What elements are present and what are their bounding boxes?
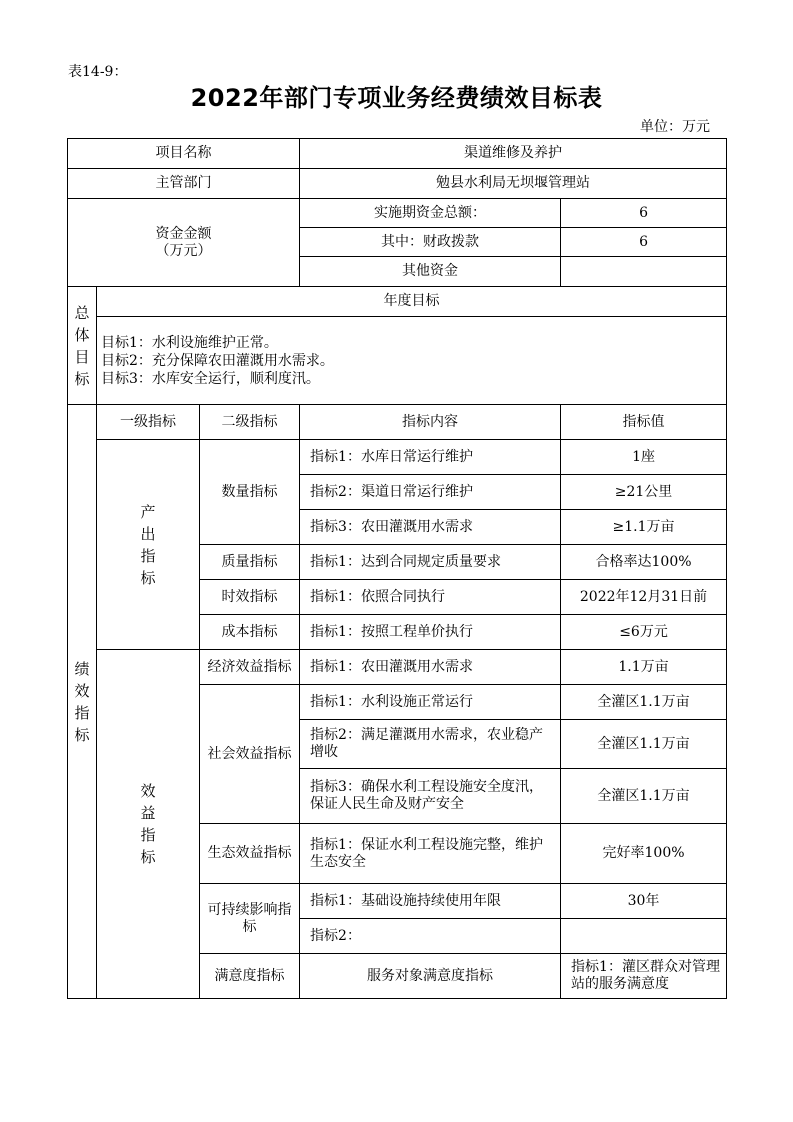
page-title: 2022年部门专项业务经费绩效目标表 [190, 84, 603, 112]
social-value-2: 全灌区1.1万亩 [561, 720, 727, 769]
economic-value: 1.1万亩 [561, 650, 727, 685]
quantity-value-2: ≥21公里 [561, 475, 727, 510]
header-value: 指标值 [561, 405, 727, 440]
eco-value: 完好率100% [561, 824, 727, 884]
timeliness-indicator-label: 时效指标 [200, 580, 300, 615]
overall-goal-side-label: 总 体 目 标 [68, 287, 97, 405]
goal-item: 目标1：水利设施维护正常。 [101, 334, 278, 351]
eco-content: 指标1：保证水利工程设施完整，维护生态安全 [300, 824, 561, 884]
funds-total-label: 实施期资金总额： [300, 199, 561, 228]
project-name-value: 渠道维修及养护 [300, 139, 727, 169]
quality-value: 合格率达100% [561, 545, 727, 580]
quality-indicator-label: 质量指标 [200, 545, 300, 580]
social-content-3: 指标3：确保水利工程设施安全度汛，保证人民生命及财产安全 [300, 769, 561, 824]
social-content-2: 指标2：满足灌溉用水需求，农业稳产增收 [300, 720, 561, 769]
social-value-1: 全灌区1.1万亩 [561, 685, 727, 720]
timeliness-value: 2022年12月31日前 [561, 580, 727, 615]
economic-indicator-label: 经济效益指标 [200, 650, 300, 685]
annual-goal-header: 年度目标 [97, 287, 727, 317]
project-name-label: 项目名称 [68, 139, 300, 169]
department-value: 勉县水利局无坝堰管理站 [300, 169, 727, 199]
satisfaction-content: 指标1：灌区群众对管理站的服务满意度 [561, 954, 727, 999]
quantity-value-3: ≥1.1万亩 [561, 510, 727, 545]
annual-goal-list [97, 317, 727, 405]
performance-indicator-side-label: 绩 效 指 标 [68, 405, 97, 999]
department-label: 主管部门 [68, 169, 300, 199]
sustain-indicator-label: 可持续影响指标 [200, 884, 300, 954]
quantity-content-1: 指标1：水库日常运行维护 [300, 440, 561, 475]
economic-content: 指标1：农田灌溉用水需求 [300, 650, 561, 685]
header-level1: 一级指标 [97, 405, 200, 440]
quality-content: 指标1：达到合同规定质量要求 [300, 545, 561, 580]
funds-total-value: 6 [561, 199, 727, 228]
sustain-value-1: 30年 [561, 884, 727, 919]
funds-label [68, 199, 300, 287]
quantity-content-3: 指标3：农田灌溉用水需求 [300, 510, 561, 545]
cost-indicator-label: 成本指标 [200, 615, 300, 650]
timeliness-content: 指标1：依照合同执行 [300, 580, 561, 615]
sustain-content-2: 指标2： [300, 919, 561, 954]
quantity-content-2: 指标2：渠道日常运行维护 [300, 475, 561, 510]
header-content: 指标内容 [300, 405, 561, 440]
sustain-value-2 [561, 919, 727, 954]
satisfaction-sub-label: 服务对象满意度指标 [300, 954, 561, 999]
cost-value: ≤6万元 [561, 615, 727, 650]
social-value-3: 全灌区1.1万亩 [561, 769, 727, 824]
social-indicator-label: 社会效益指标 [200, 685, 300, 824]
goal-item: 目标3：水库安全运行，顺利度汛。 [101, 370, 320, 387]
social-content-1: 指标1：水利设施正常运行 [300, 685, 561, 720]
table-number: 表14-9： [68, 64, 128, 80]
eco-indicator-label: 生态效益指标 [200, 824, 300, 884]
quantity-indicator-label: 数量指标 [200, 440, 300, 545]
benefit-indicator-label: 效 益 指 标 [97, 650, 200, 999]
goal-item: 目标2：充分保障农田灌溉用水需求。 [101, 352, 334, 369]
funds-other-value [561, 257, 727, 287]
funds-fiscal-value: 6 [561, 228, 727, 257]
performance-target-table [67, 138, 727, 999]
sustain-content-1: 指标1：基础设施持续使用年限 [300, 884, 561, 919]
satisfaction-indicator-label: 满意度指标 [200, 954, 300, 999]
cost-content: 指标1：按照工程单价执行 [300, 615, 561, 650]
unit-label: 单位：万元 [640, 119, 710, 135]
header-level2: 二级指标 [200, 405, 300, 440]
funds-label-line1: 资金金额 [155, 225, 212, 242]
funds-other-label: 其他资金 [300, 257, 561, 287]
output-indicator-label: 产 出 指 标 [97, 440, 200, 650]
quantity-value-1: 1座 [561, 440, 727, 475]
funds-label-line2: （万元） [155, 242, 212, 259]
funds-fiscal-label: 其中：财政拨款 [300, 228, 561, 257]
